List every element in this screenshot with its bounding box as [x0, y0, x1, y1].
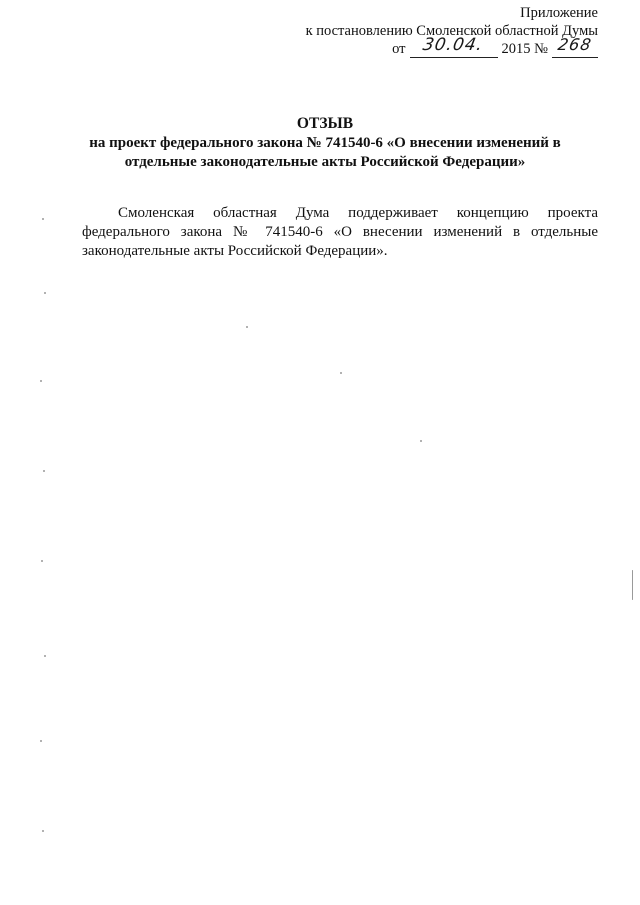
review-title: ОТЗЫВ — [296, 115, 354, 132]
scan-speck — [246, 326, 248, 328]
scan-speck — [44, 292, 46, 294]
scan-speck — [40, 380, 42, 382]
review-heading-line1: на проект федерального закона № 741540-6 «О внесении изменений в — [89, 135, 561, 151]
scan-speck — [41, 560, 43, 562]
annex-date-line — [268, 35, 598, 58]
annex-title: Приложение — [520, 5, 598, 21]
review-title-block — [60, 114, 590, 172]
scan-edge-mark — [632, 570, 633, 600]
handwritten-date: 30.04. — [421, 35, 486, 55]
scan-speck — [340, 372, 342, 374]
annex-header — [268, 4, 598, 58]
scan-speck — [40, 740, 42, 742]
year-label: 2015 № — [501, 41, 548, 57]
handwritten-number: 268 — [556, 35, 594, 54]
date-prefix: от — [392, 41, 406, 57]
review-heading-line2: отдельные законодательные акты Российской Федерации» — [124, 154, 526, 170]
annex-subtitle: к постановлению Смоленской областной Думы — [305, 23, 598, 39]
scan-speck — [420, 440, 422, 442]
date-blank — [410, 35, 498, 58]
review-body: Смоленская областная Дума поддерживает концепцию проекта федерального закона № 741540-6 «О внесении изменений в отдельные законодательные акты Российской Федерации». — [82, 205, 598, 259]
scan-speck — [42, 218, 44, 220]
scan-speck — [44, 655, 46, 657]
scan-speck — [43, 470, 45, 472]
scan-speck — [42, 830, 44, 832]
number-blank — [552, 35, 598, 58]
